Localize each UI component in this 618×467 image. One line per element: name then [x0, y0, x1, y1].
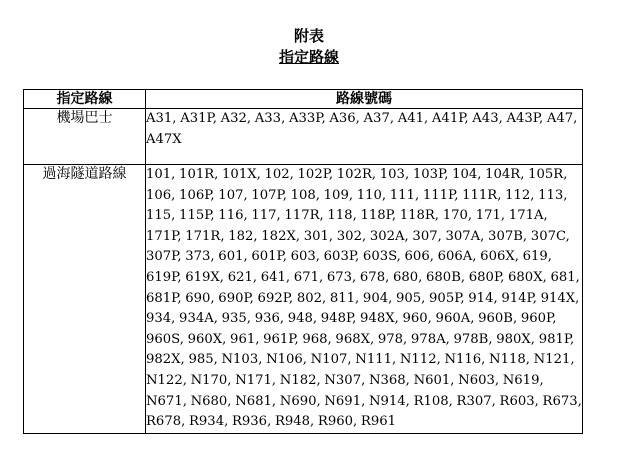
page-title-text: 指定路線 — [278, 48, 339, 66]
route-numbers-cross-harbour: 101, 101R, 101X, 102, 102P, 102R, 103, 103P, 104, 104R, 105R, 106, 106P, 107, 107P, 108, 109, 110, 111, 111P, 111R, 112, 113, 115, 115P, 116, 117, 117R, 118, 118P, 118R, 170, 171, 171A, 171P, 171R, 182, 182X, 301, 302, 302A, 307, 307A, 307B, 307C, 307P, 373, 601, 601P, 603, 603P, 603S, 606, 606A, 606X, 619, 619P, 619X, 621, 641, 671, 673, 678, 680, 680B, 680P, 680X, 681, 681P, 690, 690P, 692P, 802, 811, 904, 905, 905P, 914, 914P, 914X, 934, 934A, 935, 936, 948, 948P, 948X, 960, 960A, 960B, 960P, 960S, 960X, 961, 961P, 968, 968X, 978, 978A, 978B, 980X, 981P, 982X, 985, N103, N106, N107, N111, N112, N116, N118, N121, N122, N170, N171, N182, N307, N368, N601, N603, N619, N671, N680, N681, N690, N691, N914, R108, R307, R603, R673, R678, R934, R936, R948, R960, R961 — [146, 165, 583, 434]
annex-heading: 附表 — [293, 27, 324, 45]
route-type-airport-bus: 機場巴士 — [24, 109, 146, 165]
route-type-cross-harbour: 過海隧道路線 — [24, 165, 146, 434]
route-numbers-airport-bus: A31, A31P, A32, A33, A33P, A36, A37, A41, A41P, A43, A43P, A47, A47X — [146, 109, 583, 165]
table-row — [24, 109, 583, 165]
table-row — [24, 165, 583, 434]
column-header-route-type: 指定路線 — [24, 90, 146, 109]
table-header-row — [24, 90, 583, 109]
column-header-route-numbers: 路線號碼 — [146, 90, 583, 109]
page-title — [0, 48, 618, 66]
designated-routes-table — [23, 89, 583, 434]
